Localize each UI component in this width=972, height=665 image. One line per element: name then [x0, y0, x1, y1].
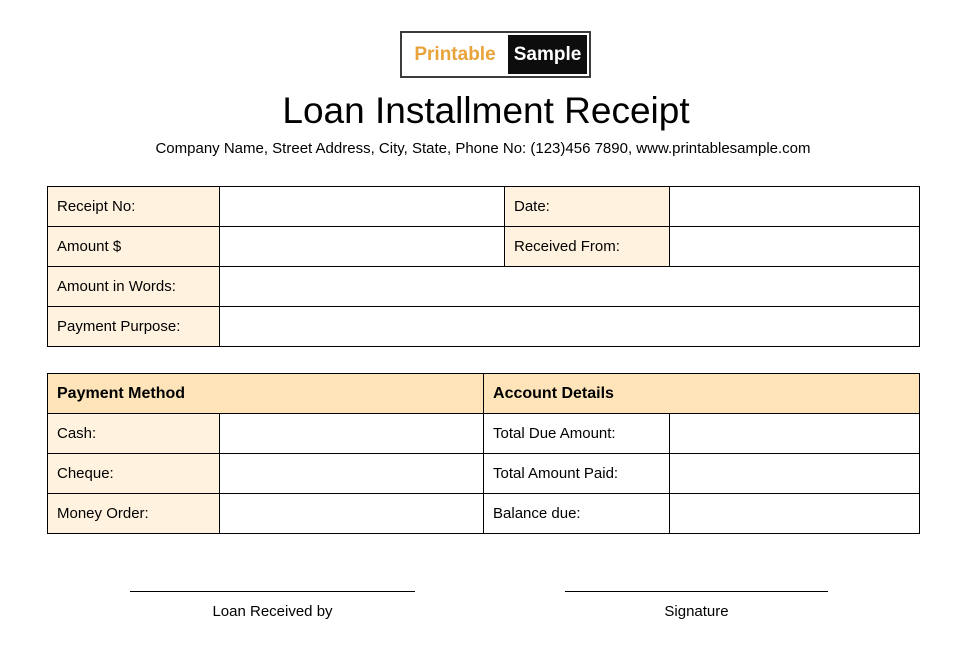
receipt-details-table: [47, 186, 920, 347]
amount-field[interactable]: [220, 227, 505, 267]
total-paid-label: Total Amount Paid:: [484, 454, 670, 494]
loan-received-by-line[interactable]: [130, 591, 415, 592]
balance-due-label: Balance due:: [484, 494, 670, 534]
table-row: [48, 227, 920, 267]
total-due-label: Total Due Amount:: [484, 414, 670, 454]
table-row: [48, 187, 920, 227]
receipt-no-label: Receipt No:: [48, 187, 220, 227]
date-label: Date:: [505, 187, 670, 227]
account-details-header: Account Details: [484, 374, 920, 414]
logo-text-printable: Printable: [402, 33, 508, 76]
date-field[interactable]: [670, 187, 920, 227]
loan-received-by-label: Loan Received by: [212, 603, 333, 620]
money-order-field[interactable]: [220, 494, 484, 534]
page-title: Loan Installment Receipt: [282, 90, 690, 131]
payment-purpose-label: Payment Purpose:: [48, 307, 220, 347]
signature-line[interactable]: [565, 591, 828, 592]
balance-due-field[interactable]: [670, 494, 920, 534]
payment-method-header: Payment Method: [48, 374, 484, 414]
total-paid-field[interactable]: [670, 454, 920, 494]
table-row: [48, 374, 920, 414]
cheque-field[interactable]: [220, 454, 484, 494]
payment-account-table: [47, 373, 920, 534]
received-from-label: Received From:: [505, 227, 670, 267]
cash-label: Cash:: [48, 414, 220, 454]
table-row: [48, 454, 920, 494]
received-from-field[interactable]: [670, 227, 920, 267]
table-row: [48, 267, 920, 307]
amount-words-label: Amount in Words:: [48, 267, 220, 307]
logo-text-sample: Sample: [508, 35, 587, 74]
amount-words-field[interactable]: [220, 267, 920, 307]
cheque-label: Cheque:: [48, 454, 220, 494]
company-info: Company Name, Street Address, City, State, Phone No: (123)456 7890, www.printablesample.com: [155, 140, 811, 157]
receipt-no-field[interactable]: [220, 187, 505, 227]
table-row: [48, 494, 920, 534]
amount-label: Amount $: [48, 227, 220, 267]
total-due-field[interactable]: [670, 414, 920, 454]
payment-purpose-field[interactable]: [220, 307, 920, 347]
brand-logo: [400, 31, 591, 78]
money-order-label: Money Order:: [48, 494, 220, 534]
signature-label: Signature: [664, 603, 729, 620]
table-row: [48, 307, 920, 347]
table-row: [48, 414, 920, 454]
cash-field[interactable]: [220, 414, 484, 454]
